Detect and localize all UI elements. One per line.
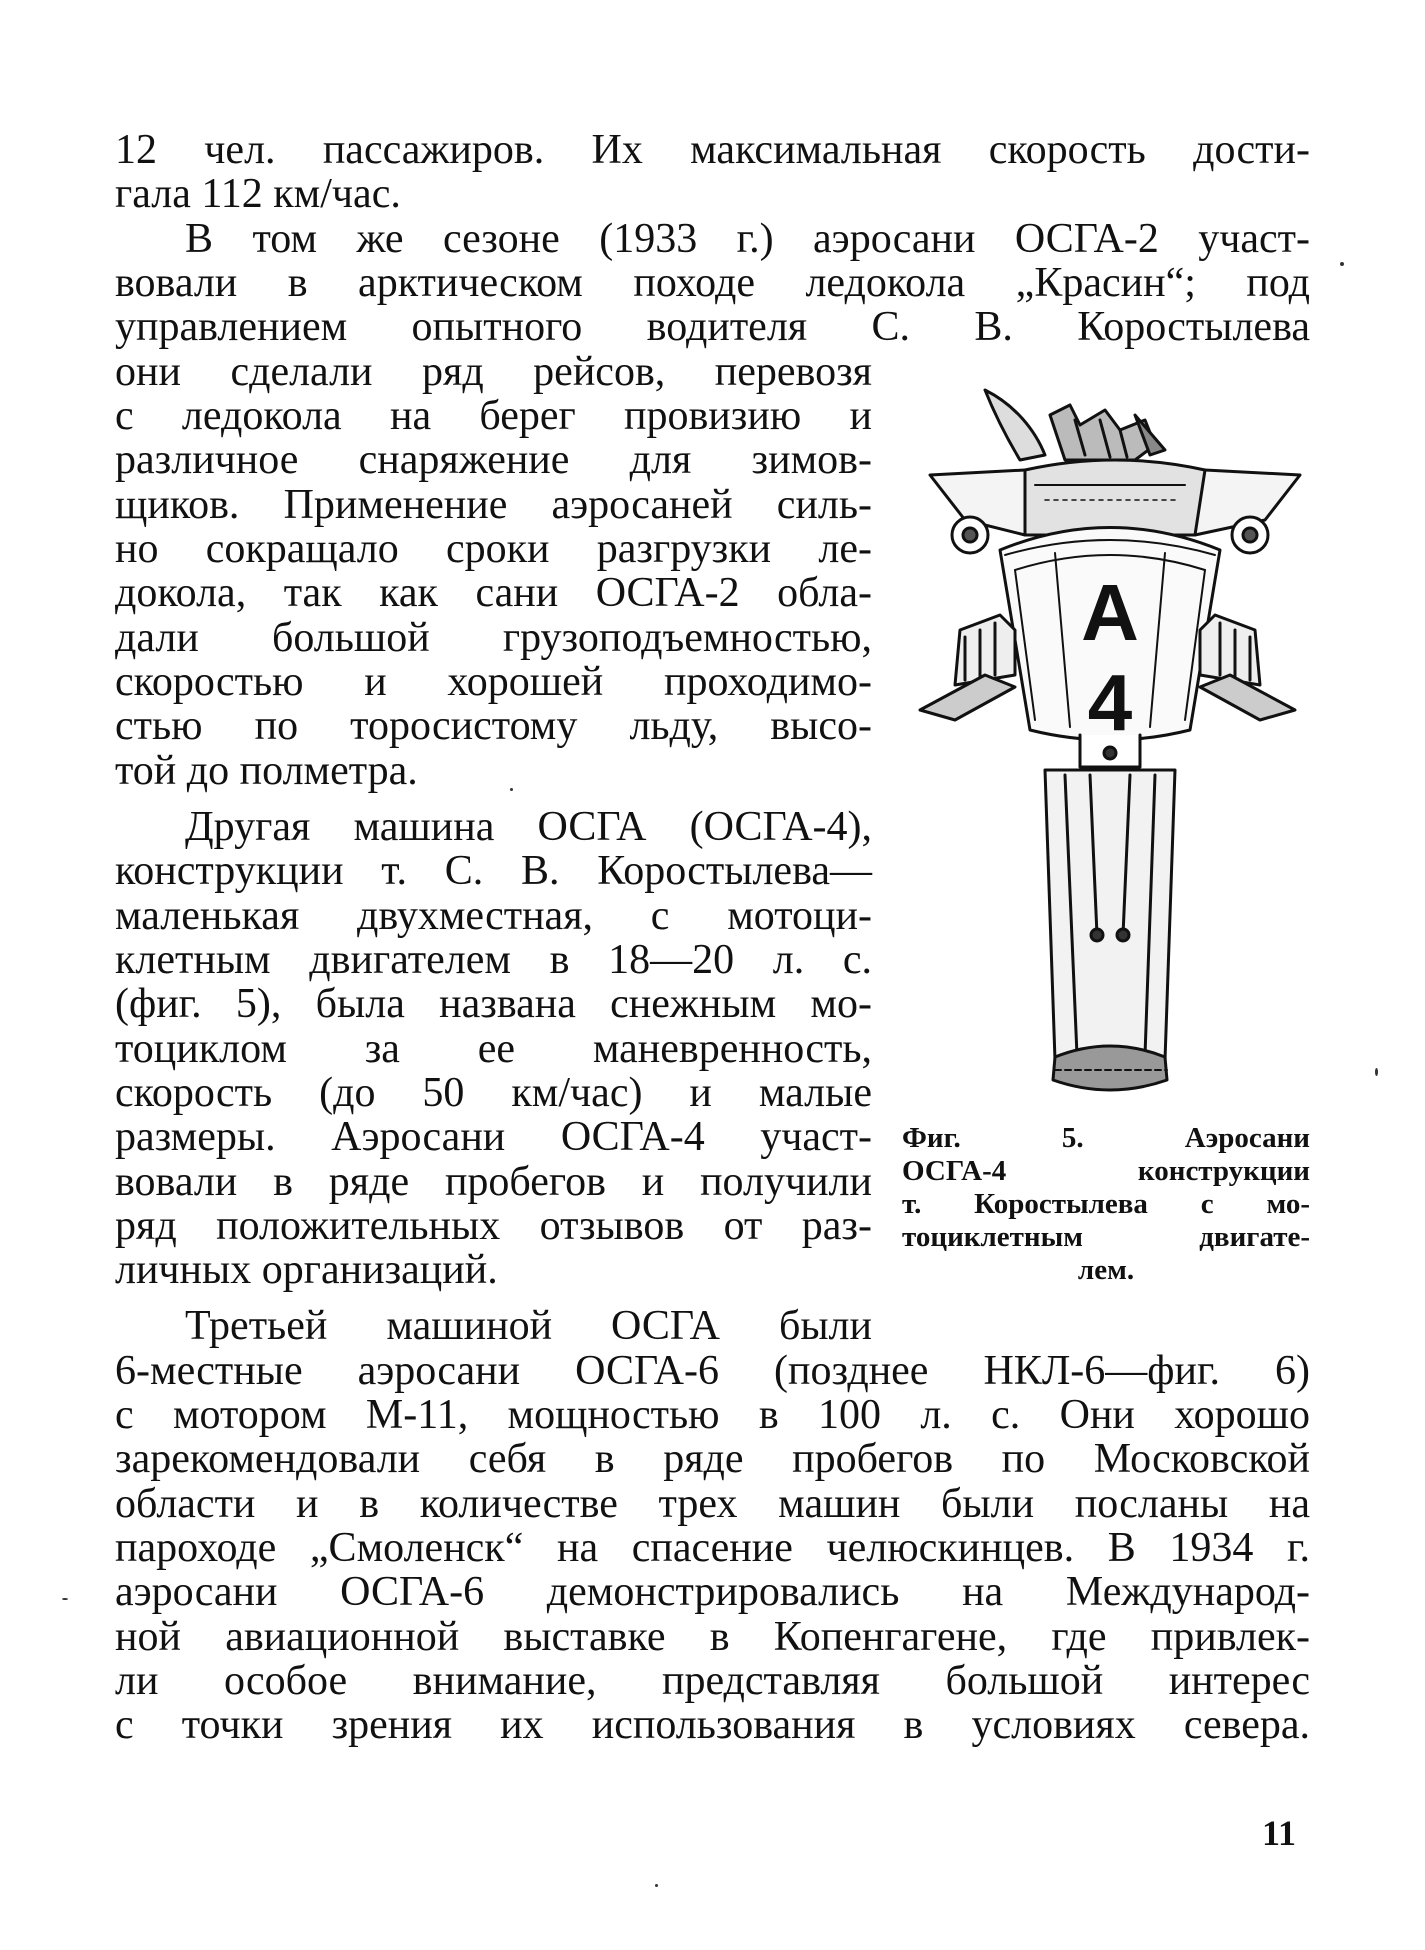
text-line: Третьей машиной ОСГА были — [185, 1303, 872, 1349]
aerosled-illustration — [905, 375, 1310, 1115]
text-line: пароходе „Смоленск“ на спасение челюскинцев. В 1934 г. — [115, 1525, 1310, 1571]
scan-speck — [62, 1598, 68, 1600]
text-line: скоростью и хорошей проходимо- — [115, 659, 872, 705]
text-line: В том же сезоне (1933 г.) аэросани ОСГА-2 участ- — [185, 216, 1310, 262]
sled-letter-marking: А — [1081, 568, 1139, 657]
text-line: личных организаций. — [115, 1247, 498, 1293]
text-line: скорость (до 50 км/час) и малые — [115, 1070, 872, 1116]
text-line: той до полметра. — [115, 748, 418, 794]
text-line: с мотором М-11, мощностью в 100 л. с. Они хорошо — [115, 1392, 1310, 1438]
text-line: (фиг. 5), была названа снежным мо- — [115, 981, 872, 1027]
scan-speck — [510, 788, 513, 791]
text-line: клетным двигателем в 18—20 л. с. — [115, 937, 872, 983]
text-line: зарекомендовали себя в ряде пробегов по Московской — [115, 1436, 1310, 1482]
figure-caption-line: лем. — [1077, 1254, 1135, 1286]
text-line: стью по торосистому льду, высо- — [115, 703, 872, 749]
text-line: 12 чел. пассажиров. Их максимальная скорость дости- — [115, 127, 1310, 173]
sled-number-marking: 4 — [1087, 658, 1133, 747]
text-line: ли особое внимание, представляя большой интерес — [115, 1658, 1310, 1704]
text-line: области и в количестве трех машин были посланы на — [115, 1481, 1310, 1527]
text-line: Другая машина ОСГА (ОСГА-4), — [185, 804, 872, 850]
scan-speck — [1340, 262, 1344, 266]
text-line: они сделали ряд рейсов, перевозя — [115, 349, 872, 395]
text-line: управлением опытного водителя С. В. Коростылева — [115, 304, 1310, 350]
figure-caption-line: Фиг. 5. Аэросани — [902, 1122, 1310, 1154]
figure-caption-line: т. Коростылева с мо- — [902, 1188, 1310, 1220]
text-line: щиков. Применение аэросаней силь- — [115, 482, 872, 528]
text-line: ряд положительных отзывов от раз- — [115, 1203, 872, 1249]
text-line: вовали в арктическом походе ледокола „Красин“; под — [115, 260, 1310, 306]
page-number: 11 — [1262, 1813, 1297, 1853]
text-line: конструкции т. С. В. Коростылева— — [115, 848, 872, 894]
figure-caption-line: тоциклетным двигате- — [902, 1221, 1310, 1253]
text-line: маленькая двухместная, с мотоци- — [115, 893, 872, 939]
scan-speck — [1375, 1068, 1378, 1076]
figure-caption-line: ОСГА-4 конструкции — [902, 1155, 1310, 1187]
text-line: но сокращало сроки разгрузки ле- — [115, 526, 872, 572]
text-line: гала 112 км/час. — [115, 171, 401, 217]
text-line: аэросани ОСГА-6 демонстрировались на Международ- — [115, 1569, 1310, 1615]
text-line: вовали в ряде пробегов и получили — [115, 1159, 872, 1205]
text-line: с точки зрения их использования в условиях севера. — [115, 1702, 1310, 1748]
text-line: с ледокола на берег провизию и — [115, 393, 872, 439]
text-line: тоциклом за ее маневренность, — [115, 1026, 872, 1072]
scan-speck — [655, 1884, 658, 1887]
text-line: дали большой грузоподъемностью, — [115, 615, 872, 661]
text-line: различное снаряжение для зимов- — [115, 437, 872, 483]
text-line: ной авиационной выставке в Копенгагене, где привлек- — [115, 1614, 1310, 1660]
text-line: размеры. Аэросани ОСГА-4 участ- — [115, 1114, 872, 1160]
text-line: докола, так как сани ОСГА-2 обла- — [115, 570, 872, 616]
text-line: 6-местные аэросани ОСГА-6 (позднее НКЛ-6—фиг. 6) — [115, 1348, 1310, 1394]
